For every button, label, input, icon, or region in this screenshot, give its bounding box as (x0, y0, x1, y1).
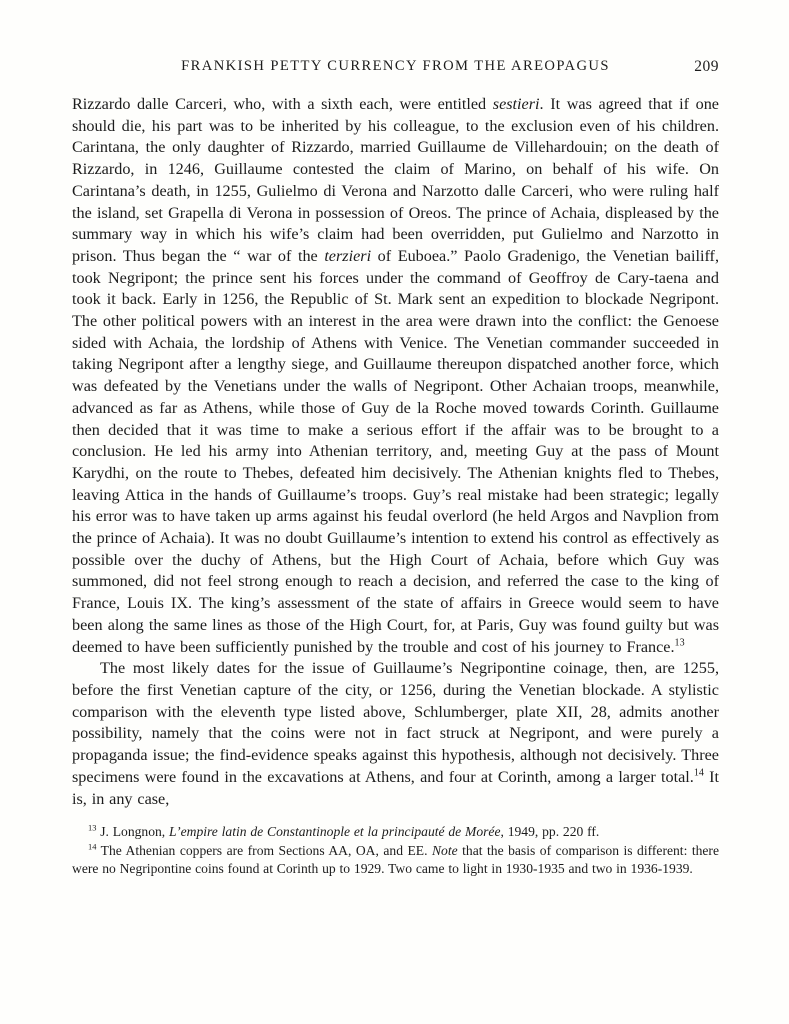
footnotes-section (72, 823, 719, 878)
text-segment: terzieri (324, 246, 372, 265)
running-head-title: FRANKISH PETTY CURRENCY FROM THE AREOPAGUS (181, 58, 610, 74)
footnote (72, 823, 719, 841)
footnote-ref: 14 (693, 767, 704, 779)
text-segment: L’empire latin de Constantinople et la principauté de Morée (169, 824, 501, 840)
text-segment: The Athenian coppers are from Sections AA, OA, and EE. (96, 842, 432, 858)
text-segment: . It was agreed that if one should die, his part was to be inherited by his colleague, to the exclusion even of his children. Carintana, the only daughter of Rizzardo, married Guillaume de Villehardouin; on the death of Rizzardo, in 1246, Guillaume contested the claim of Marino, on behalf of his wife. On Carintana’s death, in 1255, Gulielmo di Verona and Narzotto dalle Carceri, who were ruling half the island, set Grapella di Verona in possession of Oreos. The prince of Achaia, displeased by the summary way in which his wife’s claim had been overridden, put Gulielmo and Narzotto in prison. Thus began the “ war of the (72, 95, 719, 265)
text-segment: sestieri (492, 95, 540, 113)
text-segment: J. Longnon, (96, 824, 170, 840)
article-body (72, 94, 719, 810)
text-segment: Rizzardo dalle Carceri, who, with a sixth each, were entitled (72, 95, 493, 113)
body-paragraph (72, 658, 719, 810)
footnote-ref: 13 (674, 637, 685, 649)
text-segment: The most likely dates for the issue of Guillaume’s Negripontine coinage, then, are 1255, before the first Venetian capture of the city, or 1256, during the Venetian blockade. A stylistic comparison with the eleventh type listed above, Schlumberger, plate XII, 28, admits another possibility, namely that the coins were not in fact struck at Negripont, and were purely a propaganda issue; the find-evidence speaks against this hypothesis, although not decisively. Three specimens were found in the excavations at Athens, and four at Corinth, among a larger total. (72, 659, 719, 786)
text-segment: that the basis of comparison is different: there were no Negripontine coins found at Corinth up to 1929. Two came to light in 1930-1935 and two in 1936-1939. (72, 842, 719, 877)
footnote-ref: 14 (88, 841, 97, 852)
text-segment: Note (431, 842, 458, 858)
page-header (72, 58, 719, 78)
footnote-ref: 13 (88, 822, 97, 833)
text-segment: of Euboea.” Paolo Gradenigo, the Venetian bailiff, took Negripont; the prince sent his forces under the command of Geoffroy de Cary-taena and took it back. Early in 1256, the Republic of St. Mark sent an expedition to blockade Negripont. The other political powers with an interest in the area were drawn into the conflict: the Genoese sided with Achaia, the lordship of Athens with Venice. The Venetian commander succeeded in taking Negripont after a lengthy siege, and Guillaume thereupon dispatched another force, which was defeated by the Venetians under the walls of Negripont. Other Achaian troops, meanwhile, advanced as far as Athens, while those of Guy de la Roche moved towards Corinth. Guillaume then decided that it was time to make a serious effort if the affair was to be brought to a conclusion. He led his army into Athenian territory, and, meeting Guy at the pass of Mount Karydhi, on the route to Thebes, defeated him decisively. The Athenian knights fled to Thebes, leaving Attica in the hands of Guillaume’s troops. Guy’s real mistake had been strategic; legally his error was to have taken up arms against his feudal overlord (he held Argos and Navplion from the prince of Achaia). It was no doubt Guillaume’s intention to extend his control as effectively as possible over the duchy of Athens, but the High Court of Achaia, before which Guy was summoned, did not feel strong enough to reach a decision, and referred the case to the king of France, Louis IX. The king’s assessment of the state of affairs in Greece would seem to have been along the same lines as those of the High Court, for, at Paris, Guy was found guilty but was deemed to have been sufficiently punished by the trouble and cost of his journey to France. (72, 246, 719, 656)
text-segment: , 1949, pp. 220 ff. (500, 824, 600, 840)
page-number: 209 (694, 58, 719, 75)
text-segment: It is, in any case, (72, 767, 719, 808)
footnote (72, 842, 719, 879)
body-paragraph (72, 94, 719, 658)
